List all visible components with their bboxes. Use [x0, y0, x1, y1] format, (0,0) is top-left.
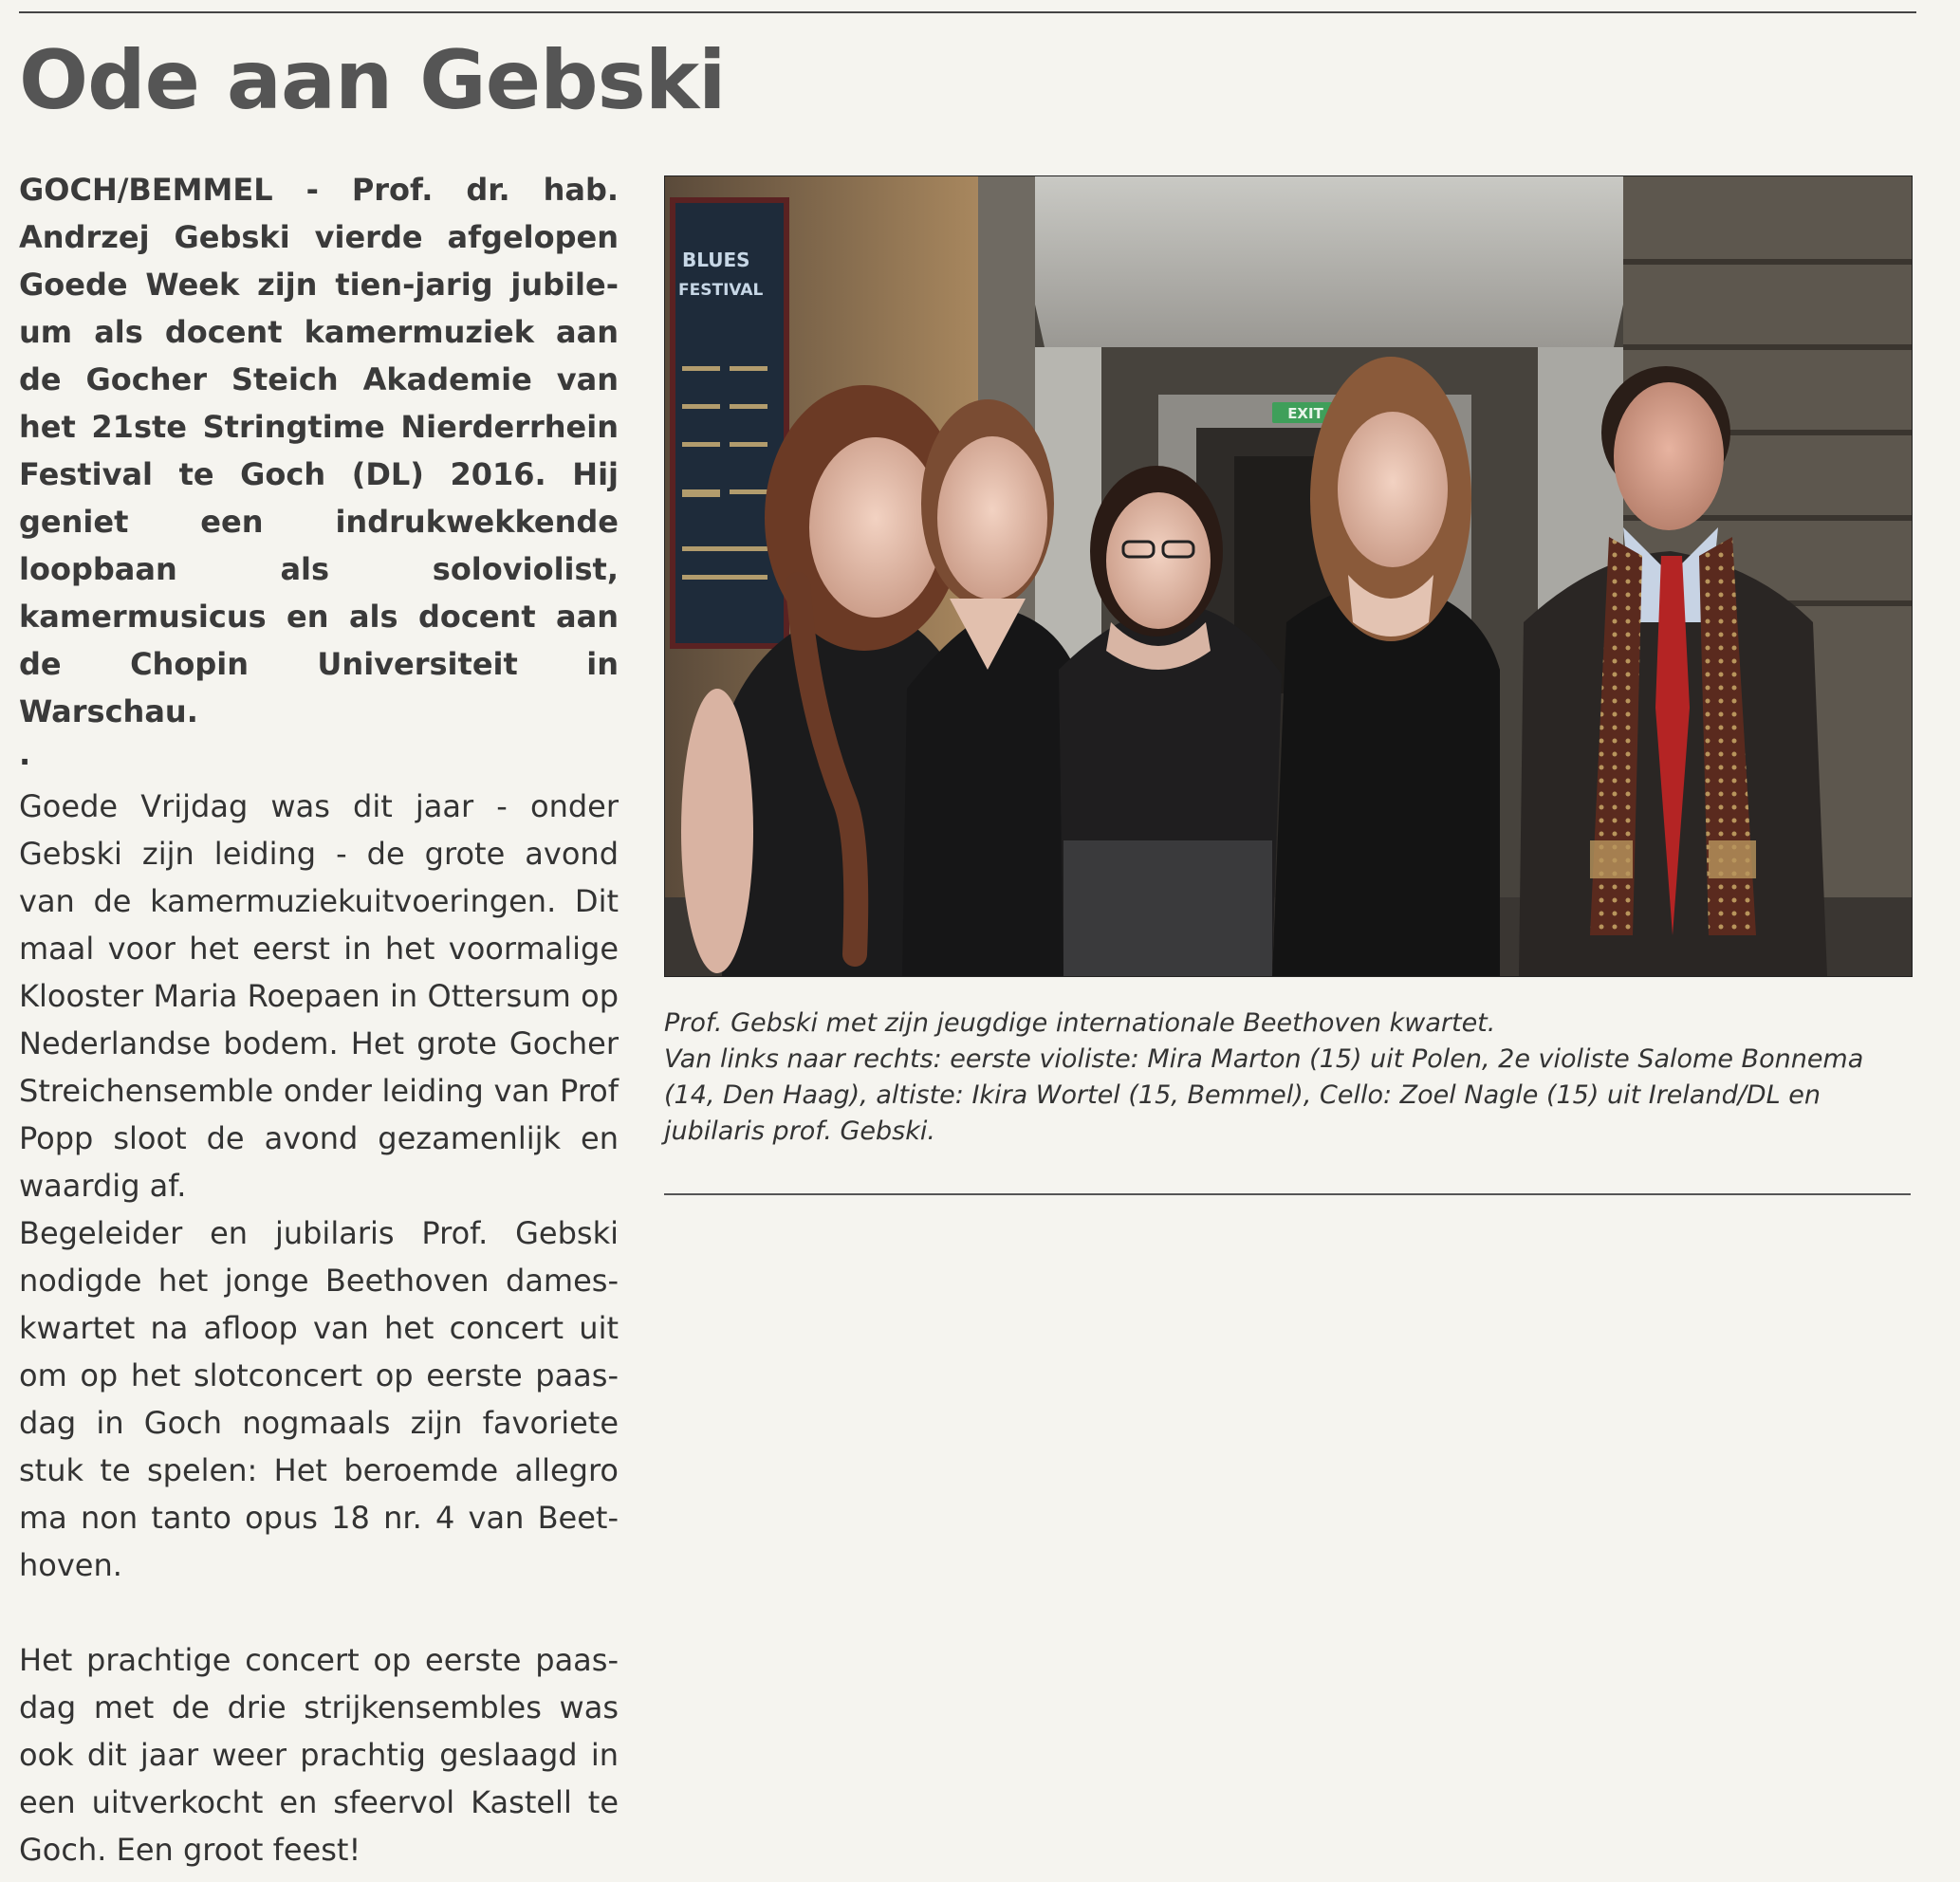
caption-line-2: Van links naar rechts: eerste violiste: Mira Marton (15) uit Polen, 2e violiste Salome Bonnema (14, Den Haag), altiste: Ikira Wortel (15, Bemmel), Cello: Zoel Nagle (15) uit Ireland/DL en jubilaris prof. Gebski.	[664, 1044, 1864, 1146]
article-lead: GOCH/BEMMEL - Prof. dr. hab. Andrzej Gebski vierde afgelopen Goede Week zijn tien-jarig jubileum als docent kamermuziek aan de Gocher Steich Akademie van het 21ste Stringtime Nierderrhein Festival te Goch (DL) 2016. Hij geniet een indrukwekkende loopbaan als soloviolist, kamermusicus en als docent aan de Chopin Universiteit in Warschau.	[19, 172, 619, 729]
article-paragraph-2: Begeleider en jubilaris Prof. Gebski nodigde het jonge Beethoven dameskwartet na afloop van het concert uit om op het slotconcert op eerste paasdag in Goch nogmaals zijn favoriete stuk te spelen: Het beroemde allegro ma non tanto opus 18 nr. 4 van Beethoven.	[19, 1215, 619, 1583]
top-divider	[19, 11, 1916, 13]
article-headline: Ode aan Gebski	[19, 33, 726, 128]
bottom-divider	[664, 1193, 1911, 1195]
paragraph-separator: .	[19, 736, 31, 772]
poster-title-2: FESTIVAL	[678, 281, 764, 300]
article-paragraph-1: Goede Vrijdag was dit jaar - onder Gebski zijn leiding - de grote avond van de kamermuziekuitvoeringen. Dit maal voor het eerst in het voormalige Klooster Maria Roepaen in Ottersum op Nederlandse bodem. Het grote Gocher Streichensemble onder leiding van Prof Popp sloot de avond gezamenlijk en waardig af.	[19, 788, 619, 1204]
photo-illustration	[665, 176, 1912, 976]
article-paragraph-3: Het prachtige concert op eerste paasdag met de drie strijkensembles was ook dit jaar weer prachtig geslaagd in een uitverkocht en sfeervol Kastell te Goch. Een groot feest!	[19, 1642, 619, 1868]
caption-line-1: Prof. Gebski met zijn jeugdige internationale Beethoven kwartet.	[664, 1008, 1496, 1038]
exit-sign: EXIT	[1287, 405, 1323, 422]
article-photo	[664, 175, 1913, 977]
article-body	[19, 166, 619, 1873]
poster-title-1: BLUES	[682, 249, 750, 271]
photo-caption	[664, 1006, 1916, 1150]
paragraph-gap	[19, 1589, 619, 1636]
